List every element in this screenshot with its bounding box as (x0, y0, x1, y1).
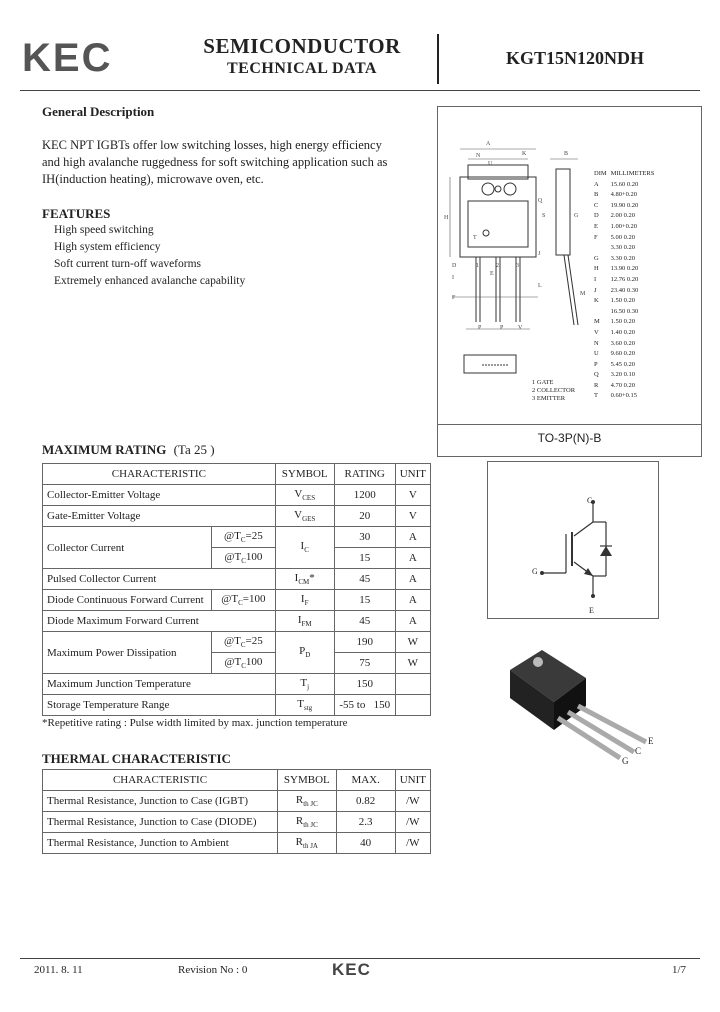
photo-pin-e: E (648, 736, 654, 746)
svg-text:P: P (500, 325, 504, 331)
photo-pin-g: G (622, 756, 629, 766)
general-description-heading: General Description (42, 104, 155, 119)
svg-text:V: V (518, 325, 523, 331)
general-description (42, 137, 422, 188)
row-rating: -55 to 150 (334, 695, 395, 716)
collector-label: C (587, 496, 593, 505)
svg-text:D: D (452, 263, 457, 269)
dim-letter: H (594, 265, 599, 273)
dim-header: DIM (594, 170, 607, 177)
igbt-symbol (488, 462, 658, 618)
header-divider (437, 34, 439, 84)
row-rating: 1200 (334, 485, 395, 506)
dim-value: 5.45 0.20 (610, 360, 636, 368)
dim-letter: R (594, 381, 599, 389)
row-rating: 15 (334, 548, 395, 569)
dim-value: 3.60 0.20 (610, 339, 636, 347)
dim-letter: J (594, 286, 597, 294)
general-line: and high avalanche ruggedness for soft switching application such as (42, 155, 388, 169)
row-char: Diode Maximum Forward Current (43, 611, 276, 632)
dim-value: 19.90 0.20 (610, 201, 639, 209)
svg-text:J: J (538, 251, 541, 257)
part-number: KGT15N120NDH (505, 48, 644, 68)
dim-value: 9.60 0.20 (610, 350, 636, 358)
dim-letter: I (594, 275, 597, 283)
features-heading: FEATURES (42, 206, 111, 221)
dim-letter (592, 243, 609, 254)
pin-legend-item: 1 GATE (532, 379, 554, 386)
dim-value: 3.30 0.20 (610, 244, 636, 252)
row-unit: A (395, 611, 430, 632)
dim-letter: D (594, 212, 599, 220)
row-condition: $@T_C100$ (212, 653, 276, 674)
feature-item: High speed switching (54, 224, 154, 236)
table-row (43, 833, 431, 854)
row-unit: W (395, 632, 430, 653)
dimensions-table (592, 169, 656, 402)
circuit-symbol-box (487, 461, 659, 619)
dim-value: 15.60 0.20 (610, 180, 639, 188)
package-drawing-box (437, 106, 702, 457)
dim-value: 1.00+0.20 (610, 222, 638, 230)
row-symbol: $P_D$ (275, 632, 334, 674)
row-char: Maximum Junction Temperature (43, 674, 276, 695)
row-symbol: $I_F$ (275, 590, 334, 611)
svg-text:L: L (538, 283, 542, 289)
row-rating: 20 (334, 506, 395, 527)
dim-letter: Q (594, 371, 599, 379)
dim-letter: T (594, 392, 598, 400)
row-unit: V (395, 506, 430, 527)
max-rating-condition: (Ta 25 ) (173, 442, 215, 457)
col-symbol: SYMBOL (275, 464, 334, 485)
photo-pin-c: C (635, 746, 642, 756)
dim-letter: G (594, 254, 599, 262)
svg-text:S: S (542, 213, 546, 219)
row-unit: A (395, 569, 430, 590)
dim-letter: F (594, 233, 598, 241)
dim-letter: U (594, 350, 599, 358)
dim-value: 12.76 0.20 (610, 275, 639, 283)
row-rating: 45 (334, 569, 395, 590)
table-row (43, 527, 431, 548)
dim-value: 23.40 0.30 (610, 286, 639, 294)
svg-text:A: A (486, 141, 491, 147)
svg-text:1: 1 (476, 263, 479, 269)
max-rating-table (42, 463, 431, 716)
svg-text:3: 3 (516, 263, 519, 269)
pin-legend-item: 2 COLLECTOR (532, 387, 576, 394)
svg-text:T: T (473, 235, 477, 241)
table-row (43, 485, 431, 506)
package-outline-drawing (438, 107, 701, 425)
col-characteristic: CHARACTERISTIC (43, 770, 278, 791)
table-row (43, 632, 431, 653)
svg-text:K: K (522, 151, 527, 157)
dim-value: 0.60+0.15 (610, 392, 638, 400)
general-line: IH(induction heating), microwave oven, etc. (42, 172, 264, 186)
row-condition: $@T_C=25$ (212, 527, 276, 548)
dim-value: 4.70 0.20 (610, 381, 636, 389)
row-max: 40 (336, 833, 395, 854)
table-row (43, 695, 431, 716)
row-unit: W (395, 653, 430, 674)
footer-date: 2011. 8. 11 (34, 964, 83, 976)
table-row (43, 569, 431, 590)
feature-item: High system efficiency (54, 241, 161, 253)
package-divider (438, 424, 701, 425)
row-condition: $@T_C100$ (212, 548, 276, 569)
svg-text:U: U (488, 161, 493, 167)
dim-letter (592, 307, 609, 318)
table-header-row (43, 464, 431, 485)
dim-value: 1.50 0.20 (610, 318, 636, 326)
col-max: MAX. (336, 770, 395, 791)
thermal-table (42, 769, 431, 854)
row-char: Diode Continuous Forward Current (43, 590, 212, 611)
table-row (43, 506, 431, 527)
col-rating: RATING (334, 464, 395, 485)
general-line: KEC NPT IGBTs offer low switching losses, high energy efficiency (42, 138, 382, 152)
svg-text:H: H (444, 215, 449, 221)
svg-text:E: E (490, 271, 494, 277)
svg-text:P: P (478, 325, 482, 331)
gate-label: G (532, 567, 538, 576)
row-symbol: $I_C$ (275, 527, 334, 569)
features-list (54, 222, 245, 290)
row-rating: 150 (334, 674, 395, 695)
dim-letter: A (594, 180, 599, 188)
header-title: SEMICONDUCTOR (203, 34, 401, 58)
dim-value: 16.50 0.30 (610, 307, 639, 315)
row-unit: A (395, 548, 430, 569)
thermal-heading: THERMAL CHARACTERISTIC (42, 751, 231, 766)
max-rating-heading (42, 442, 215, 458)
col-unit: UNIT (395, 770, 430, 791)
row-unit: /W (395, 791, 430, 812)
dim-value: 3.20 0.10 (610, 371, 636, 379)
row-rating: 45 (334, 611, 395, 632)
footer-rule (20, 958, 700, 959)
dim-letter: C (594, 201, 599, 209)
svg-text:2: 2 (496, 263, 499, 269)
row-unit: V (395, 485, 430, 506)
svg-text:M: M (580, 291, 586, 297)
max-rating-note: *Repetitive rating : Pulse width limited by max. junction temperature (42, 717, 348, 729)
row-char: Maximum Power Dissipation (43, 632, 212, 674)
emitter-label: E (589, 606, 594, 615)
row-unit: A (395, 590, 430, 611)
dim-letter: M (594, 318, 600, 326)
footer-revision: Revision No : 0 (178, 964, 248, 976)
row-symbol: $R_{th JC}$ (278, 812, 337, 833)
dim-value: 5.00 0.20 (610, 233, 636, 241)
svg-text:F: F (452, 295, 456, 301)
col-symbol: SYMBOL (278, 770, 337, 791)
row-rating: 190 (334, 632, 395, 653)
dim-letter: V (594, 328, 599, 336)
dim-letter: P (594, 360, 598, 368)
table-row (43, 674, 431, 695)
row-symbol: $V_{CES}$ (275, 485, 334, 506)
row-condition: $@T_C=25$ (212, 632, 276, 653)
row-char: Thermal Resistance, Junction to Case (IGBT) (43, 791, 278, 812)
dim-value: 1.50 0.20 (610, 297, 636, 305)
row-unit (395, 674, 430, 695)
row-char: Gate-Emitter Voltage (43, 506, 276, 527)
svg-text:G: G (574, 213, 579, 219)
dim-value: 2.00 0.20 (610, 212, 636, 220)
dim-value: 3.30 0.20 (610, 254, 636, 262)
row-symbol: $V_{GES}$ (275, 506, 334, 527)
footer-page: 1/7 (672, 964, 687, 976)
table-header-row (43, 770, 431, 791)
svg-text:I: I (452, 275, 454, 281)
col-characteristic: CHARACTERISTIC (43, 464, 276, 485)
pin-legend-item: 3 EMITTER (532, 395, 566, 402)
dim-letter: K (594, 297, 599, 305)
dim-value: 1.40 0.20 (610, 328, 636, 336)
row-symbol: $R_{th JC}$ (278, 791, 337, 812)
pin-legend (532, 379, 575, 403)
col-unit: UNIT (395, 464, 430, 485)
table-row (43, 590, 431, 611)
svg-text:N: N (476, 153, 481, 159)
feature-item: Soft current turn-off waveforms (54, 258, 202, 270)
footer-logo: KEC (332, 960, 371, 979)
row-max: 0.82 (336, 791, 395, 812)
package-name: TO-3P(N)-B (537, 431, 602, 445)
row-char: Collector Current (43, 527, 212, 569)
dim-value: 4.80+0.20 (610, 191, 638, 199)
row-unit (395, 695, 430, 716)
dim-letter: B (594, 191, 599, 199)
dim-header: MILLIMETERS (610, 170, 655, 177)
package-photo (500, 640, 670, 770)
header-subtitle: TECHNICAL DATA (227, 60, 377, 77)
table-row (43, 611, 431, 632)
row-rating: 15 (334, 590, 395, 611)
dim-letter: E (594, 222, 598, 230)
feature-item: Extremely enhanced avalanche capability (54, 275, 246, 287)
row-unit: A (395, 527, 430, 548)
row-symbol: $I_{FM}$ (275, 611, 334, 632)
company-logo: KEC (22, 36, 113, 80)
row-symbol: $I_{CM}*$ (275, 569, 334, 590)
svg-text:B: B (564, 151, 569, 157)
row-max: 2.3 (336, 812, 395, 833)
package-photo-illustration (500, 640, 670, 770)
row-char: Thermal Resistance, Junction to Case (DIODE) (43, 812, 278, 833)
row-condition: $@T_C=100$ (212, 590, 276, 611)
row-rating: 30 (334, 527, 395, 548)
row-char: Thermal Resistance, Junction to Ambient (43, 833, 278, 854)
row-char: Pulsed Collector Current (43, 569, 276, 590)
max-rating-title: MAXIMUM RATING (42, 442, 167, 457)
table-row (43, 812, 431, 833)
row-unit: /W (395, 833, 430, 854)
row-symbol: $R_{th JA}$ (278, 833, 337, 854)
dim-value: 13.90 0.20 (610, 265, 639, 273)
svg-text:Q: Q (538, 198, 543, 204)
row-char: Storage Temperature Range (43, 695, 276, 716)
dim-letter: N (594, 339, 599, 347)
row-rating: 75 (334, 653, 395, 674)
row-symbol: $T_j$ (275, 674, 334, 695)
row-symbol: $T_{stg}$ (275, 695, 334, 716)
table-row (43, 791, 431, 812)
header-rule (20, 90, 700, 91)
row-unit: /W (395, 812, 430, 833)
row-char: Collector-Emitter Voltage (43, 485, 276, 506)
